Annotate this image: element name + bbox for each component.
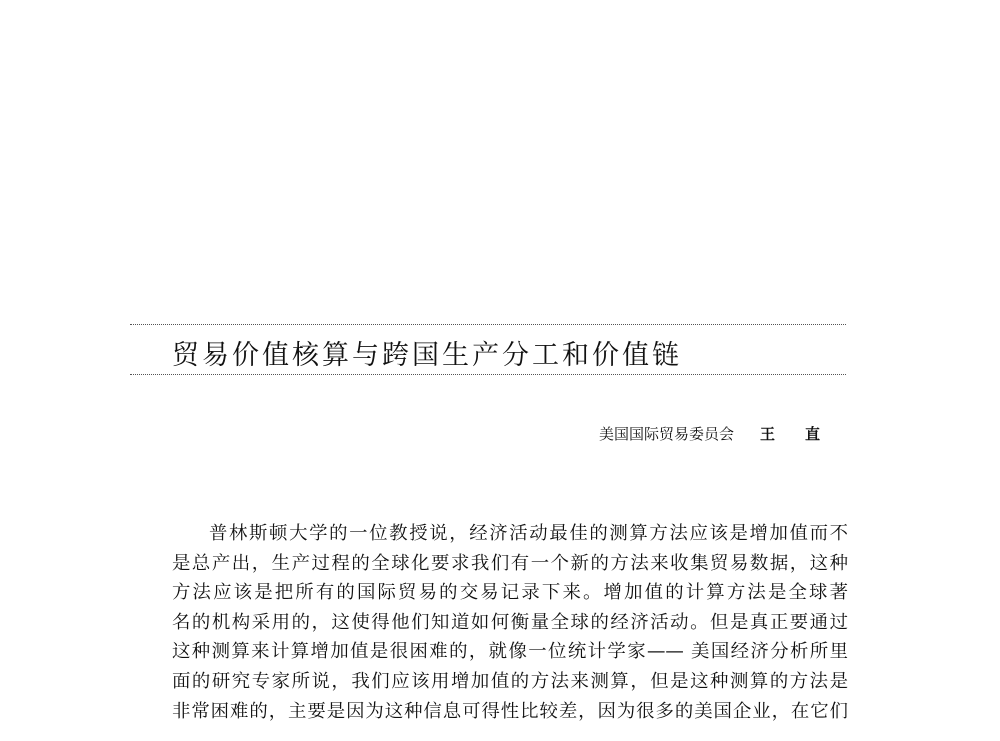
article-title: 贸易价值核算与跨国生产分工和价值链 (172, 340, 682, 371)
title-top-rule (130, 324, 846, 325)
body-line: 这种测算来计算增加值是很困难的，就像一位统计学家—— 美国经济分析所里 (172, 641, 848, 663)
body-paragraph (172, 519, 848, 726)
body-line: 名的机构采用的，这使得他们知道如何衡量全球的经济活动。但是真正要通过 (172, 611, 848, 633)
author-line (599, 423, 850, 444)
author-name: 王直 (759, 425, 850, 443)
body-line: 普林斯顿大学的一位教授说，经济活动最佳的测算方法应该是增加值而不 (209, 523, 848, 544)
body-line: 方法应该是把所有的国际贸易的交易记录下来。增加值的计算方法是全球著 (172, 582, 848, 604)
body-line: 非常困难的，主要是因为这种信息可得性比较差，因为很多的美国企业，在它们 (172, 700, 848, 722)
author-affiliation: 美国国际贸易委员会 (598, 425, 734, 443)
title-bottom-rule (130, 374, 846, 375)
body-line: 面的研究专家所说，我们应该用增加值的方法来测算，但是这种测算的方法是 (172, 670, 848, 692)
body-line: 是总产出，生产过程的全球化要求我们有一个新的方法来收集贸易数据，这种 (172, 552, 848, 574)
